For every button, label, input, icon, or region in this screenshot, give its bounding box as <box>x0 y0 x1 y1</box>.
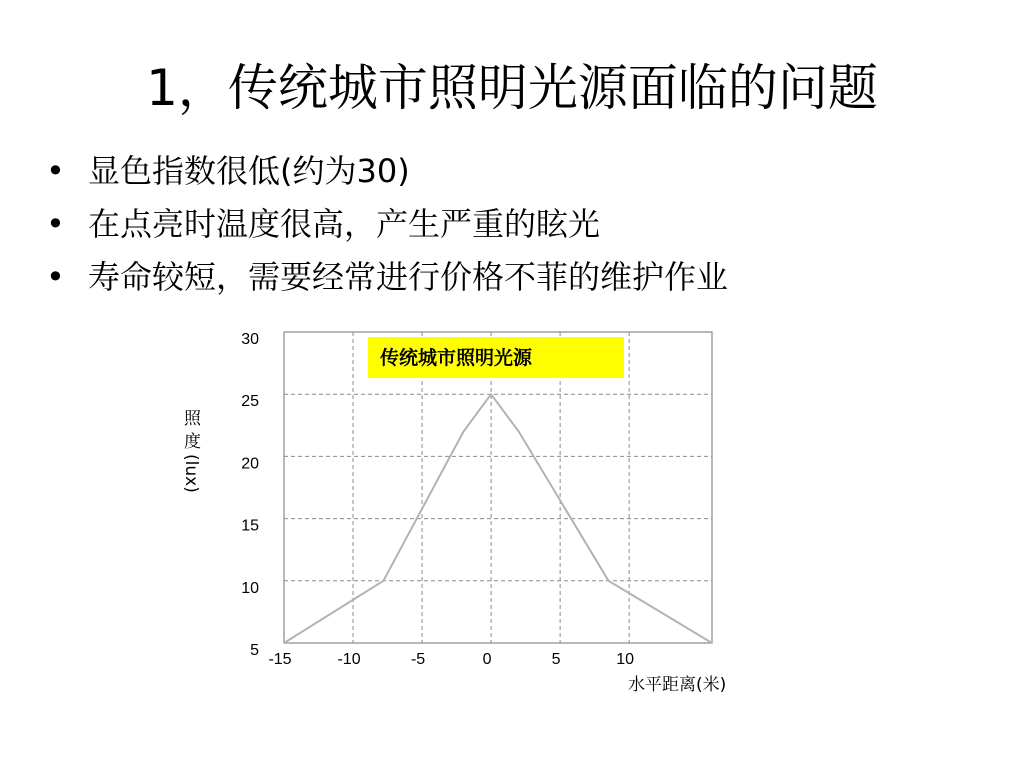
legend-label: 传统城市照明光源 <box>380 347 533 369</box>
y-tick-labels <box>241 331 259 659</box>
y-tick-label: 30 <box>241 331 259 348</box>
y-tick-label: 5 <box>250 642 259 659</box>
y-axis-label <box>181 409 202 493</box>
x-tick-label: -10 <box>337 651 361 668</box>
bullet-dot: • <box>46 205 65 243</box>
y-tick-label: 10 <box>241 579 259 597</box>
slide-title: 1，传统城市照明光源面临的问题 <box>146 59 878 117</box>
y-axis-unit: (lux) <box>181 454 201 493</box>
x-tick-labels <box>268 651 634 668</box>
y-tick-label: 15 <box>241 517 259 535</box>
x-tick-label: 10 <box>616 651 635 668</box>
x-tick-label: 5 <box>551 651 561 668</box>
bullet-text: 寿命较短，需要经常进行价格不菲的维护作业 <box>88 258 729 296</box>
bullet-text: 在点亮时温度很高，产生严重的眩光 <box>88 205 601 243</box>
bullet-text: 显色指数很低(约为30) <box>88 152 410 190</box>
y-axis-label-char: 照 <box>184 409 201 429</box>
legend <box>368 337 624 378</box>
plot-area <box>284 332 712 643</box>
x-tick-label: 0 <box>482 651 492 668</box>
y-tick-label: 20 <box>241 455 259 473</box>
x-tick-label: -5 <box>410 651 426 668</box>
y-tick-label: 25 <box>241 393 259 411</box>
x-axis-label: 水平距离(米) <box>628 675 727 695</box>
x-tick-label: -15 <box>268 651 292 668</box>
bullet-dot: • <box>46 152 65 190</box>
bullet-dot: • <box>46 258 65 296</box>
y-axis-label-char: 度 <box>184 432 201 452</box>
